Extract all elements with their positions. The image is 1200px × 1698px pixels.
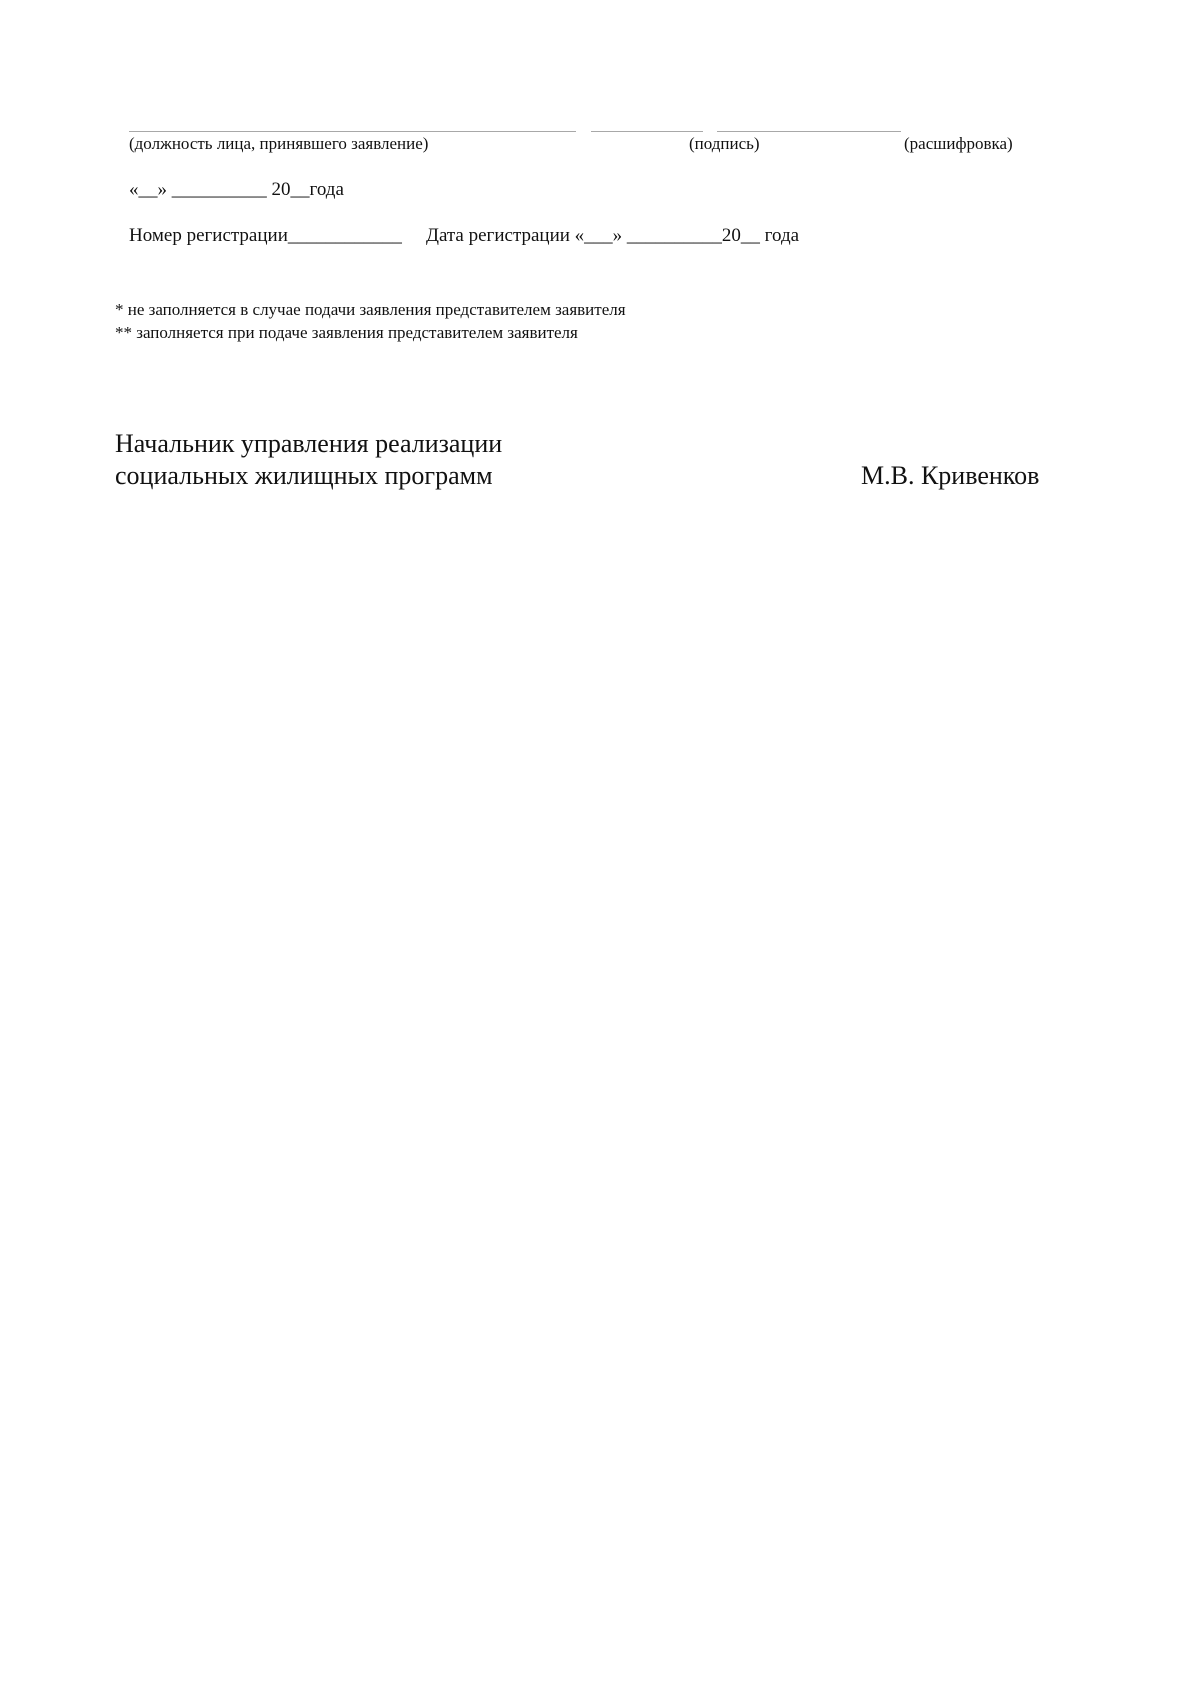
signatory-title-line2: социальных жилищных программ bbox=[115, 461, 493, 490]
position-line bbox=[129, 131, 576, 132]
footnote-double-asterisk: ** заполняется при подаче заявления представителем заявителя bbox=[115, 323, 578, 342]
acceptance-date-line: «__» __________ 20__года bbox=[129, 179, 344, 200]
signatory-name: М.В. Кривенков bbox=[861, 461, 1040, 490]
footnote-single-asterisk: * не заполняется в случае подачи заявления представителем заявителя bbox=[115, 300, 626, 319]
signature-caption: (подпись) bbox=[689, 134, 760, 153]
position-caption: (должность лица, принявшего заявление) bbox=[129, 134, 429, 153]
signature-line bbox=[591, 131, 703, 132]
signatory-title-line1: Начальник управления реализации bbox=[115, 429, 503, 458]
decoding-caption: (расшифровка) bbox=[904, 134, 1013, 153]
registration-number-label: Номер регистрации____________ bbox=[129, 225, 402, 246]
registration-date-label: Дата регистрации «___» __________20__ года bbox=[426, 225, 800, 246]
decoding-line bbox=[717, 131, 901, 132]
